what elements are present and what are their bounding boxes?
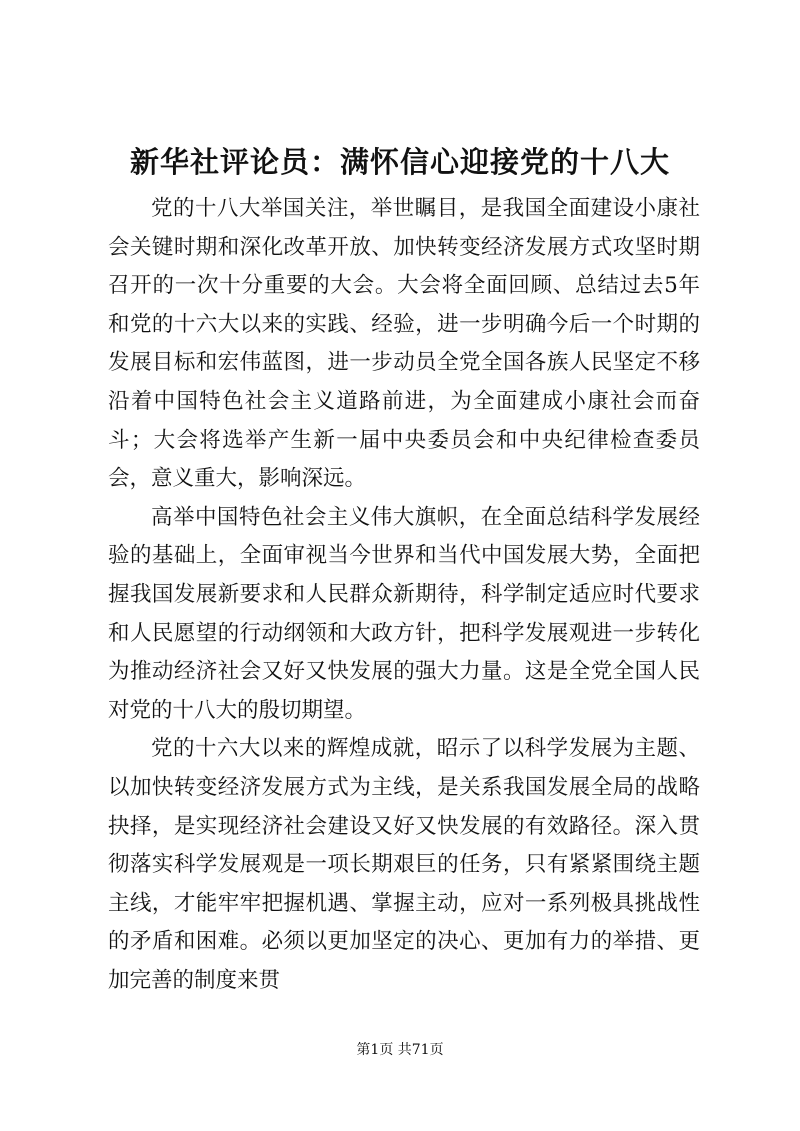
paragraph-1: 党的十八大举国关注，举世瞩目，是我国全面建设小康社会关键时期和深化改革开放、加快转变经济发展方式攻坚时期召开的一次十分重要的大会。大会将全面回顾、总结过去5年和党的十六大以来的实践、经验，进一步明确今后一个时期的发展目标和宏伟蓝图，进一步动员全党全国各族人民坚定不移沿着中国特色社会主义道路前进，为全面建成小康社会而奋斗；大会将选举产生新一届中央委员会和中央纪律检查委员会，意义重大，影响深远。 [108,196,700,492]
page-footer [0,1040,800,1060]
document-title: 新华社评论员：满怀信心迎接党的十八大 [129,145,670,179]
paragraph-2: 高举中国特色社会主义伟大旗帜，在全面总结科学发展经验的基础上，全面审视当今世界和当代中国发展大势，全面把握我国发展新要求和人民群众新期待，科学制定适应时代要求和人民愿望的行动纲领和大政方针，把科学发展观进一步转化为推动经济社会又好又快发展的强大力量。这是全党全国人民对党的十八大的殷切期望。 [108,504,700,723]
document-body [108,190,700,1000]
paragraph-3: 党的十六大以来的辉煌成就，昭示了以科学发展为主题、以加快转变经济发展方式为主线，是关系我国发展全局的战略抉择，是实现经济社会建设又好又快发展的有效路径。深入贯彻落实科学发展观是一项长期艰巨的任务，只有紧紧围绕主题主线，才能牢牢把握机遇、掌握主动，应对一系列极具挑战性的矛盾和困难。必须以更加坚定的决心、更加有力的举措、更加完善的制度来贯 [108,736,700,993]
page-number-label: 第1页 共71页 [356,1042,444,1058]
